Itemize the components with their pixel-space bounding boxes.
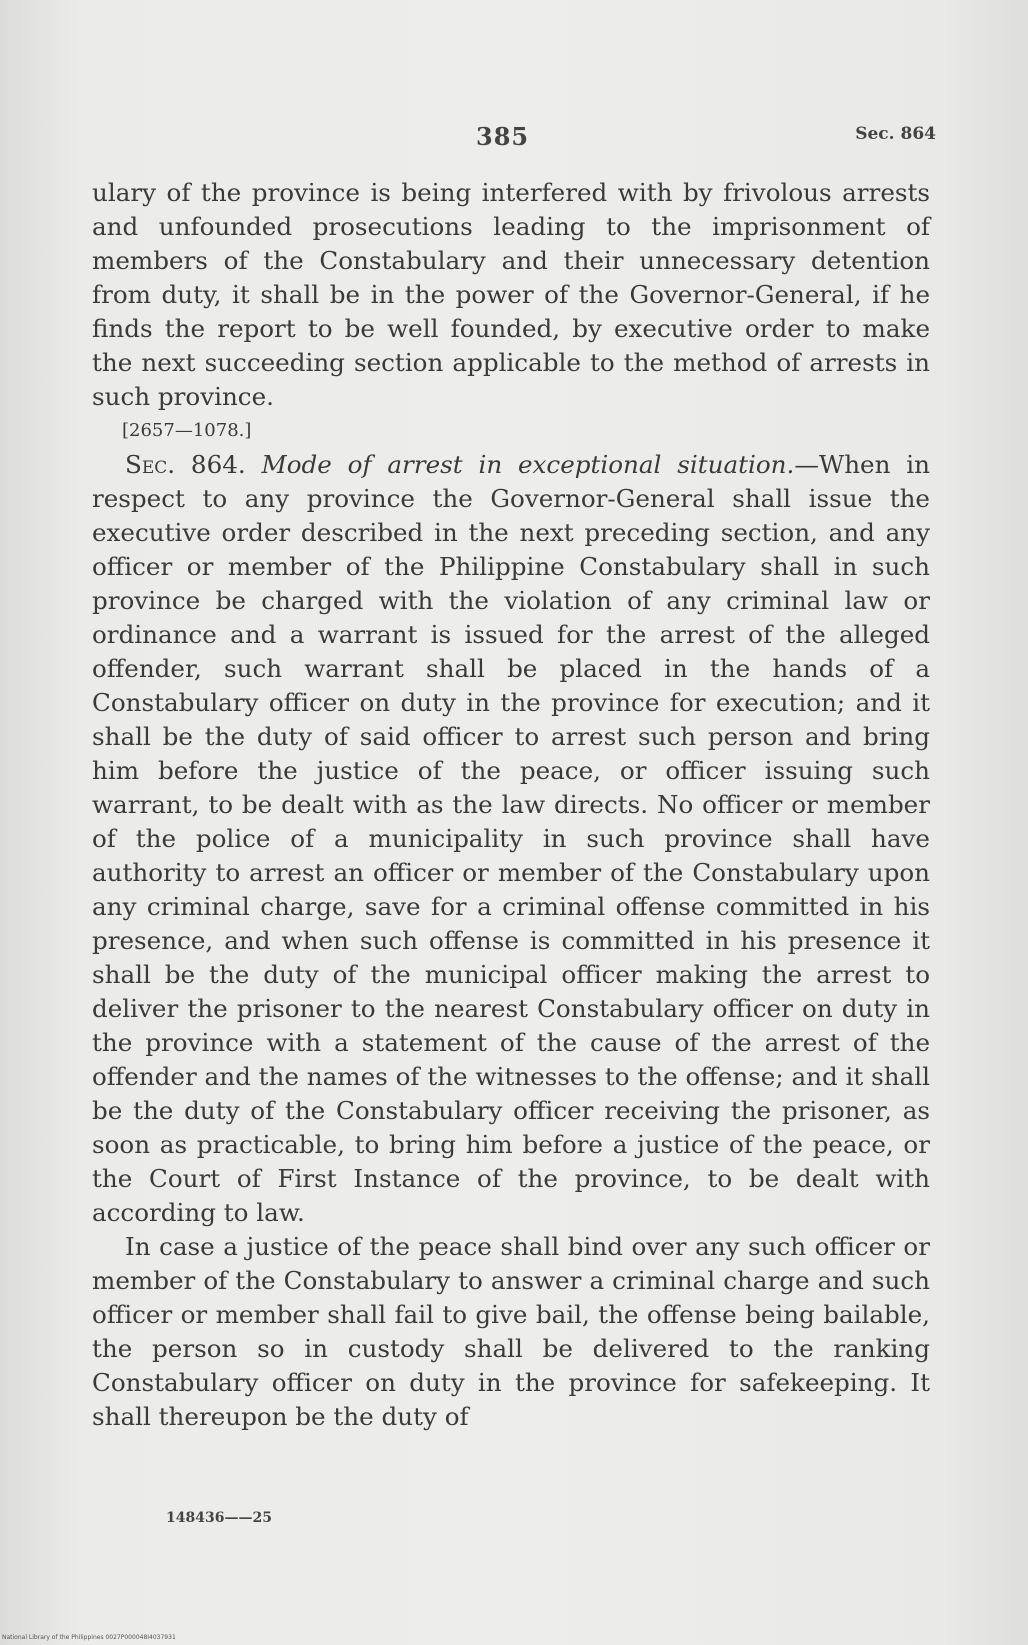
library-scan-stamp: National Library of the Philippines 0027P000048I4037931	[2, 1634, 176, 1641]
section-label: Sec. 864.	[125, 450, 246, 479]
section-title: Mode of arrest in exceptional situation.	[261, 450, 795, 479]
printer-signature-mark: 148436——25	[166, 1510, 272, 1526]
continuation-paragraph: ulary of the province is being interfered with by frivolous arrests and unfounded prosecutions leading to the imprisonment of members of the Constabulary and their unnecessary detention from duty, it shall be in the power of the Governor-General, if he finds the report to be well founded, by executive order to make the next succeeding section applicable to the method of arrests in such province.	[92, 178, 930, 411]
page-number: 385	[476, 122, 530, 151]
section-text: —When in respect to any province the Governor-General shall issue the executive order described in the next preceding section, and any officer or member of the Philippine Constabulary shall in such province be charged with the violation of any criminal law or ordinance and a warrant is issued for the arrest of the alleged offender, such warrant shall be placed in the hands of a Constabulary officer on duty in the province for execution; and it shall be the duty of said officer to arrest such person and bring him before the justice of the peace, or officer issuing such warrant, to be dealt with as the law directs. No officer or member of the police of a municipality in such province shall have authority to arrest an officer or member of the Constabulary upon any criminal charge, save for a criminal offense committed in his presence, and when such offense is committed in his presence it shall be the duty of the municipal officer making the arrest to deliver the prisoner to the nearest Constabulary officer on duty in the province with a statement of the cause of the arrest of the offender and the names of the witnesses to the offense; and it shall be the duty of the Constabulary officer receiving the prisoner, as soon as practicable, to bring him before a justice of the peace, or the Court of First Instance of the province, to be dealt with according to law.	[92, 450, 930, 1227]
section-paragraph	[92, 448, 930, 1230]
second-paragraph: In case a justice of the peace shall bind over any such officer or member of the Constabulary to answer a criminal charge and such officer or member shall fail to give bail, the offense being bailable, the person so in custody shall be delivered to the ranking Constabulary officer on duty in the province for safekeeping. It shall thereupon be the duty of	[92, 1232, 930, 1431]
legislative-citation: [2657—1078.]	[122, 420, 252, 441]
page-header	[0, 118, 1028, 158]
page-body	[92, 176, 930, 1434]
running-section-reference: Sec. 864	[855, 124, 936, 144]
